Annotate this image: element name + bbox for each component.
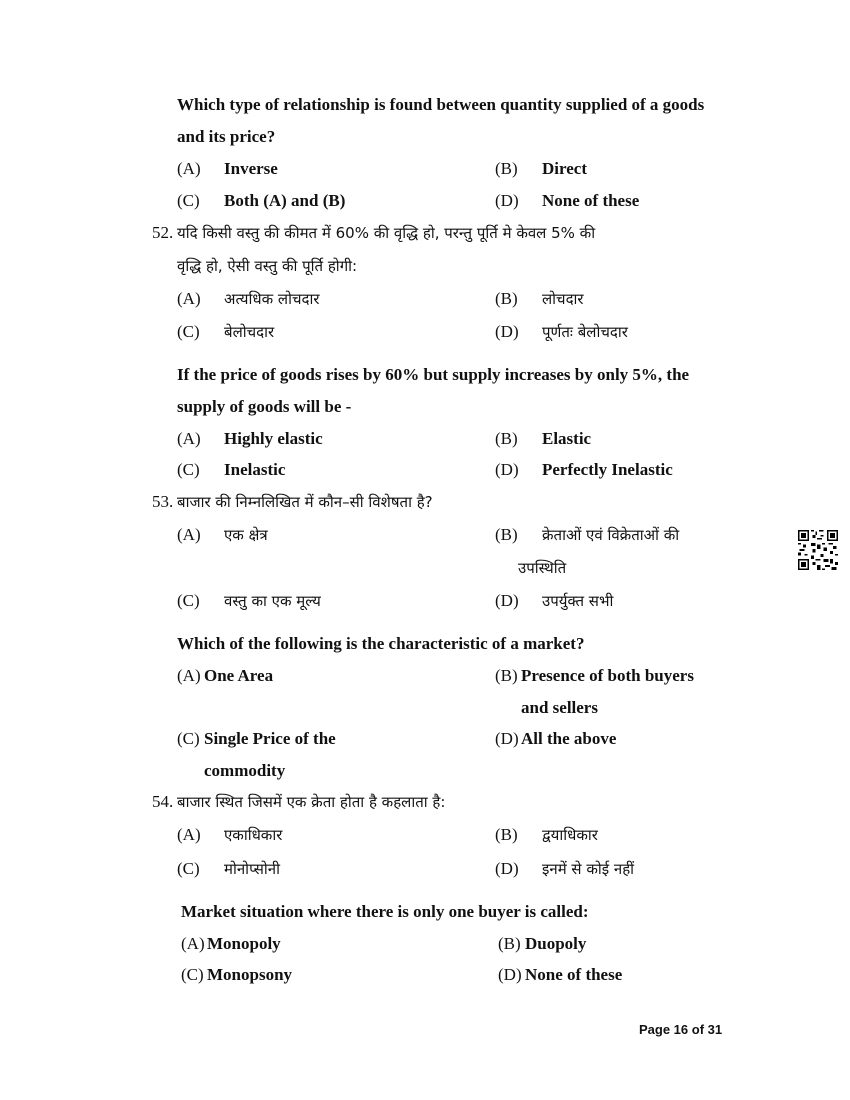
q53-hi-question-line1: बाजार की निम्नलिखित में कौन–सी विशेषता है? [177,493,433,511]
q54-hi-option-d-text: इनमें से कोई नहीं [542,860,635,878]
q53-hi-option-b-text: क्रेताओं एवं विक्रेताओं की [542,526,680,544]
q54-hi-option-a-label: (A) [177,825,201,844]
q52-number: 52. [152,223,174,242]
q53-hi-option-c-text: वस्तु का एक मूल्य [224,592,321,610]
q51-option-a-text: Inverse [224,159,278,178]
q54-en-option-d-text: None of these [525,965,623,984]
q52-en-option-d-label: (D) [495,460,519,479]
q53-hi-option-d-label: (D) [495,591,519,610]
q53-hi-option-a-text: एक क्षेत्र [224,526,268,544]
q53-en-option-c-label: (C) [177,729,200,748]
q52-en-option-d-text: Perfectly Inelastic [542,460,673,479]
q52-en-option-b-label: (B) [495,429,518,448]
q52-hi-question-line1: यदि किसी वस्तु की कीमत में 60% की वृद्धि हो, परन्तु पूर्ति मे केवल 5% की [177,224,596,242]
q54-en-option-a-label: (A) [181,934,205,953]
q54-hi-option-a-text: एकाधिकार [224,826,283,844]
q54-en-option-d-label: (D) [498,965,522,984]
q53-en-option-b-text: Presence of both buyers [521,666,694,685]
q53-hi-option-d-text: उपर्युक्त सभी [542,592,614,610]
q51-en-question-line2: and its price? [177,127,276,146]
q52-en-option-b-text: Elastic [542,429,592,448]
q52-hi-option-b-label: (B) [495,289,518,308]
q53-hi-option-b-label: (B) [495,525,518,544]
q51-option-a-label: (A) [177,159,201,178]
q52-en-option-a-text: Highly elastic [224,429,323,448]
q53-hi-option-b-text-line2: उपस्थिति [518,559,567,577]
q54-hi-option-c-text: मोनोप्सोनी [224,860,281,878]
q52-en-option-a-label: (A) [177,429,201,448]
q53-en-option-a-text: One Area [204,666,274,685]
q52-en-option-c-label: (C) [177,460,200,479]
q52-hi-option-a-text: अत्यधिक लोचदार [224,290,320,308]
page-number: Page 16 of 31 [639,1022,723,1037]
qr-code-icon [798,530,838,570]
q52-en-question-line1: If the price of goods rises by 60% but supply increases by only 5%, the [177,365,690,384]
q51-option-c-label: (C) [177,191,200,210]
q53-en-option-c-text-line2: commodity [204,761,286,780]
q54-en-option-c-label: (C) [181,965,204,984]
q52-hi-option-d-label: (D) [495,322,519,341]
q53-hi-option-c-label: (C) [177,591,200,610]
q52-hi-question-line2: वृद्धि हो, ऐसी वस्तु की पूर्ति होगी: [177,257,358,275]
q51-option-b-text: Direct [542,159,587,178]
q53-number: 53. [152,492,174,511]
q53-en-option-a-label: (A) [177,666,201,685]
q54-hi-question-line1: बाजार स्थित जिसमें एक क्रेता होता है कहलाता है: [177,793,446,811]
q53-en-option-b-text-line2: and sellers [521,698,598,717]
q54-en-option-b-text: Duopoly [525,934,587,953]
q54-hi-option-b-text: द्वयाधिकार [542,826,598,844]
q54-en-option-a-text: Monopoly [207,934,281,953]
q52-hi-option-d-text: पूर्णतः बेलोचदार [542,323,628,341]
q51-option-c-text: Both (A) and (B) [224,191,346,210]
q52-hi-option-c-label: (C) [177,322,200,341]
q52-en-option-c-text: Inelastic [224,460,286,479]
q53-en-option-c-text: Single Price of the [204,729,336,748]
q51-en-question-line1: Which type of relationship is found between quantity supplied of a goods [177,95,705,114]
q52-hi-option-c-text: बेलोचदार [224,323,275,341]
q52-hi-option-a-label: (A) [177,289,201,308]
q53-en-question-line1: Which of the following is the characteristic of a market? [177,634,585,653]
q54-hi-option-d-label: (D) [495,859,519,878]
q54-hi-option-c-label: (C) [177,859,200,878]
q51-option-d-label: (D) [495,191,519,210]
q54-hi-option-b-label: (B) [495,825,518,844]
q53-en-option-b-label: (B) [495,666,518,685]
q52-en-question-line2: supply of goods will be - [177,397,352,416]
q53-hi-option-a-label: (A) [177,525,201,544]
q52-hi-option-b-text: लोचदार [542,290,584,308]
q53-en-option-d-label: (D) [495,729,519,748]
q54-number: 54. [152,792,174,811]
q53-en-option-d-text: All the above [521,729,617,748]
q51-option-d-text: None of these [542,191,640,210]
q54-en-option-c-text: Monopsony [207,965,293,984]
q54-en-option-b-label: (B) [498,934,521,953]
q54-en-question-line1: Market situation where there is only one buyer is called: [181,902,589,921]
q51-option-b-label: (B) [495,159,518,178]
